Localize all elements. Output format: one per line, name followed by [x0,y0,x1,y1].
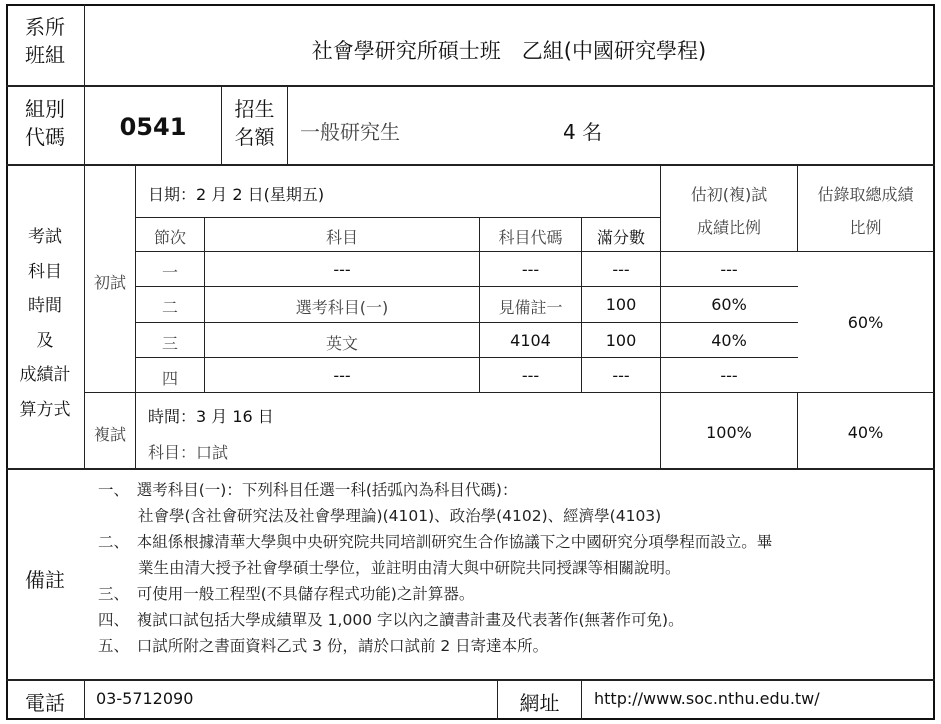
website-label: 網址 [519,691,560,715]
phone-number: 03-5712090 [96,689,194,708]
group-code: 0541 [119,113,187,141]
list-item: 五、 口試所附之書面資料乙式 3 份，請於口試前 2 日寄達本所。 [98,637,549,655]
first-total-ratio: 60% [847,313,884,332]
est-first-ratio-label: 估初(複)試 成績比例 [690,185,768,237]
notes-label: 備註 [25,568,65,592]
col-header-subject: 科目 [325,228,358,247]
col-header-code: 科目代碼 [498,228,563,247]
list-item: 四、 複試口試包括大學成績單及 1,000 字以內之讀書計畫及代表著作(無著作可免)。 [98,611,684,629]
quota-type: 一般研究生 [300,120,400,144]
second-exam-label: 複試 [93,425,126,444]
dept-name: 社會學研究所碩士班 乙組(中國研究學程) [311,39,707,63]
est-total-ratio-label: 估錄取總成績 比例 [817,185,914,237]
second-exam-time: 時間：3 月 16 日 [148,407,274,426]
second-exam-subject: 科目：口試 [148,443,229,462]
dept-label: 系所 班組 [25,15,65,67]
exam-section-label: 考試 科目 時間 及 成績計 算方式 [19,227,71,420]
list-item: 三、 可使用一般工程型(不具儲存程式功能)之計算器。 [98,585,475,603]
list-item: 社會學(含社會研究法及社會學理論)(4101)、政治學(4102)、經濟學(4103) [138,507,662,525]
col-header-score: 滿分數 [596,228,645,247]
quota-count: 4 名 [563,120,603,144]
list-item: 業生由清大授予社會學碩士學位，並註明由清大與中研院共同授課等相關說明。 [138,559,681,577]
second-exam-ratio: 100% [706,423,752,442]
second-total-ratio: 40% [847,423,884,442]
col-header-period: 節次 [153,228,186,247]
quota-label: 招生 名額 [234,97,275,149]
first-exam-label: 初試 [93,273,126,292]
list-item: 二、 本組係根據清華大學與中央研究院共同培訓研究生合作協議下之中國研究分項學程而設立。畢 [98,533,773,551]
exam-date: 日期：2 月 2 日(星期五) [148,185,325,204]
phone-label: 電話 [25,691,65,715]
code-label: 組別 代碼 [25,97,65,149]
notes-list [98,477,772,659]
website-link[interactable]: http://www.soc.nthu.edu.tw/ [594,689,820,708]
list-item: 一、 選考科目(一)：下列科目任選一科(括弧內為科目代碼)： [98,481,518,499]
